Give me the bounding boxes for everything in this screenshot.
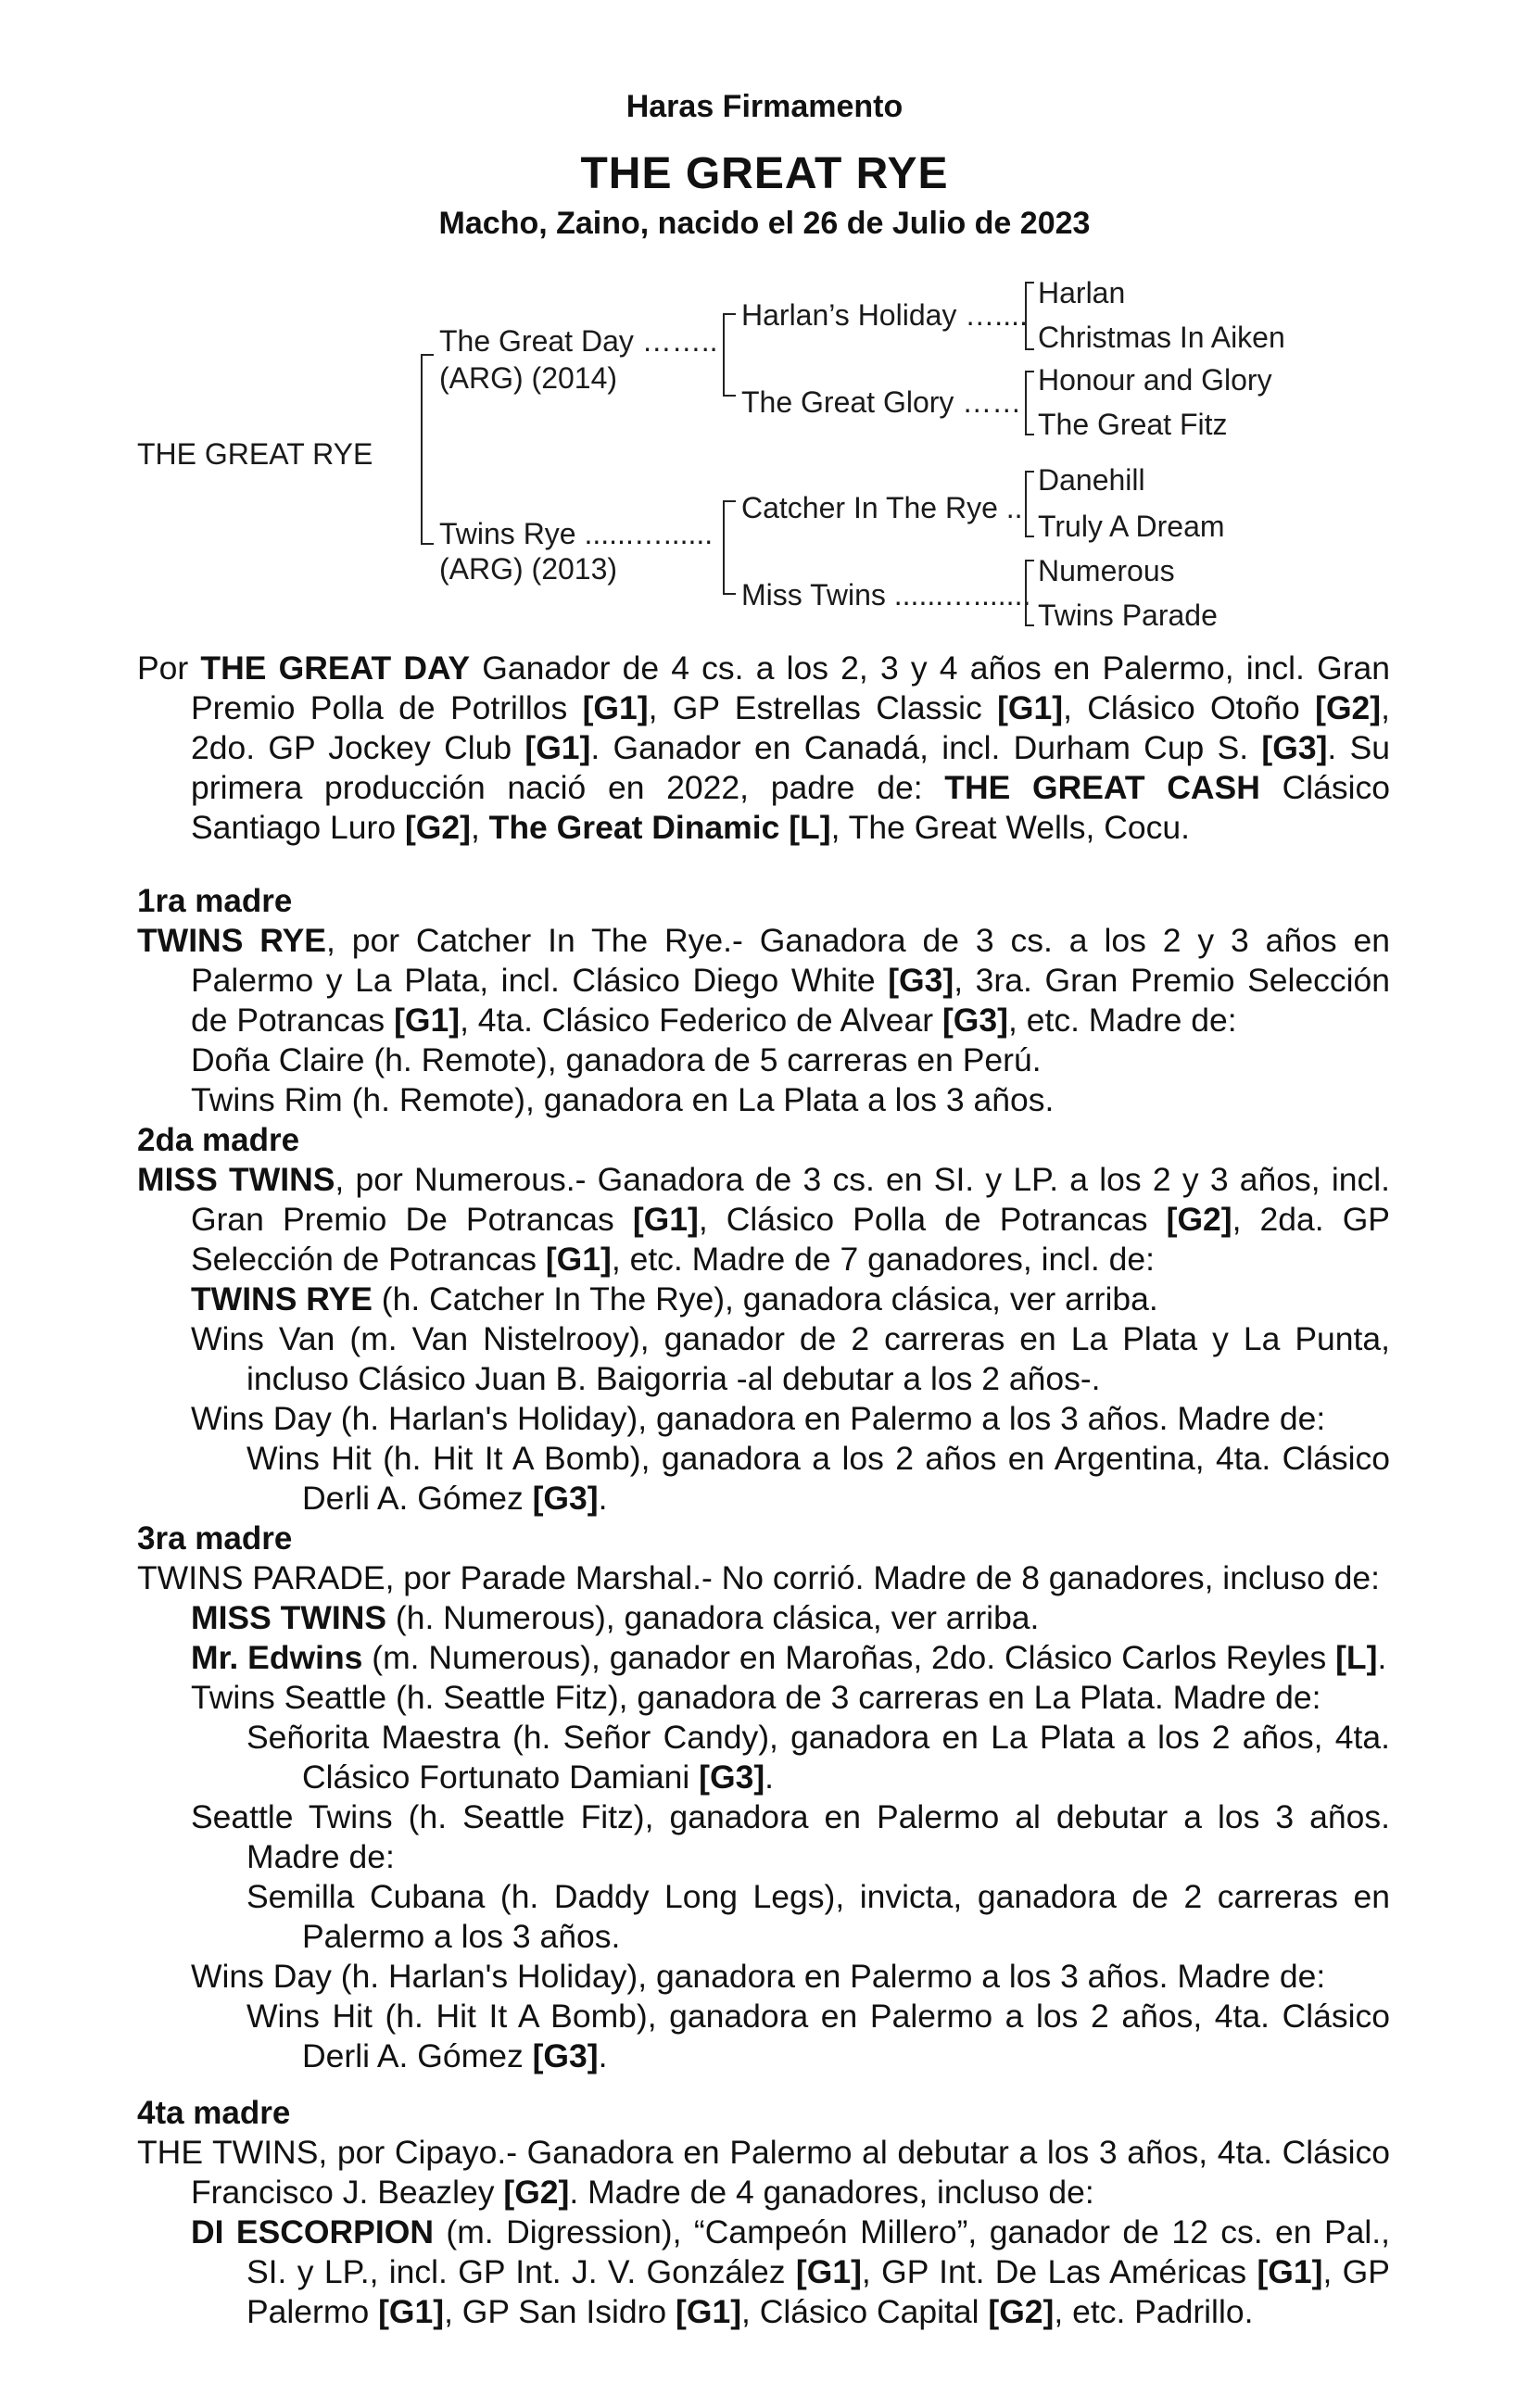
pedigree-dam-dam: Miss Twins ......…....... [741, 578, 1031, 611]
bracket-ds [1025, 471, 1027, 537]
second-dam-paragraph: MISS TWINS, por Numerous.- Ganadora de 3 cs. en SI. y LP. a los 2 y 3 años, incl. Gran Premio De Potrancas [G1], Clásico Polla de Potrancas [G2], 2da. GP Selección de Potrancas [G1], etc. Madre de 7 ganadores, incl. de: [137, 1161, 1390, 1278]
bracket-ss [1025, 282, 1027, 350]
third-dam-paragraph: TWINS PARADE, por Parade Marshal.- No corrió. Madre de 8 ganadores, incluso de: [137, 1559, 1381, 1596]
heading-second-dam: 2da madre [137, 1122, 300, 1158]
third-dam-grandproduce-1: Señorita Maestra (h. Señor Candy), ganadora en La Plata a los 2 años, 4ta. Clásico Fortunato Damiani [G3]. [246, 1719, 1390, 1796]
pedigree-ggp-2: Christmas In Aiken [1038, 321, 1285, 354]
pedigree-ggp-5: Danehill [1038, 463, 1145, 497]
third-dam-produce-1: MISS TWINS (h. Numerous), ganadora clásica, ver arriba. [191, 1599, 1040, 1636]
second-dam-produce-3: Wins Day (h. Harlan's Holiday), ganadora en Palermo a los 3 años. Madre de: [191, 1400, 1326, 1437]
third-dam-produce-4: Seattle Twins (h. Seattle Fitz), ganadora en Palermo al debutar a los 3 años. Madre de: [191, 1798, 1390, 1875]
bracket-sd [1025, 371, 1027, 435]
first-dam-paragraph: TWINS RYE, por Catcher In The Rye.- Ganadora de 3 cs. a los 2 y 3 años en Palermo y La Plata, incl. Clásico Diego White [G3], 3ra. Gran Premio Selección de Potrancas [G1], 4ta. Clásico Federico de Alvear [G3], etc. Madre de: [137, 922, 1390, 1039]
pedigree-sire-dam: The Great Glory …… [741, 385, 1022, 419]
third-dam-grandproduce-2: Semilla Cubana (h. Daddy Long Legs), invicta, ganadora de 2 carreras en Palermo a los 3 años. [246, 1878, 1390, 1955]
fourth-dam-produce-1: DI ESCORPION (m. Digression), “Campeón Millero”, ganador de 12 cs. en Pal., SI. y LP., incl. GP Int. J. V. González [G1], GP Int. De Las Américas [G1], GP Palermo [G1], GP San Isidro [G1], Clásico Capital [G2], etc. Padrillo. [191, 2213, 1390, 2330]
third-dam-produce-5: Wins Day (h. Harlan's Holiday), ganadora en Palermo a los 3 años. Madre de: [191, 1958, 1326, 1995]
pedigree-ggp-8: Twins Parade [1038, 599, 1218, 632]
sire-paragraph: Por THE GREAT DAY Ganador de 4 cs. a los 2, 3 y 4 años en Palermo, incl. Gran Premio Polla de Potrillos [G1], GP Estrellas Classic [G1], Clásico Otoño [G2], 2do. GP Jockey Club [G1]. Ganador en Canadá, incl. Durham Cup S. [G3]. Su primera producción nació en 2022, padre de: THE GREAT CASH Clásico Santiago Luro [G2], The Great Dinamic [L], The Great Wells, Cocu. [137, 649, 1390, 846]
third-dam-produce-3: Twins Seattle (h. Seattle Fitz), ganadora de 3 carreras en La Plata. Madre de: [191, 1679, 1321, 1716]
pedigree-dam: Twins Rye ......…...... [439, 517, 714, 550]
catalogue-body [137, 649, 1390, 2332]
bracket-dam [723, 500, 725, 595]
horse-title: THE GREAT RYE [580, 149, 949, 198]
first-dam-produce-1: Doña Claire (h. Remote), ganadora de 5 carreras en Perú. [191, 1041, 1042, 1078]
pedigree-subject: THE GREAT RYE [137, 437, 373, 471]
pedigree-ggp-3: Honour and Glory [1038, 363, 1272, 397]
fourth-dam-paragraph: THE TWINS, por Cipayo.- Ganadora en Palermo al debutar a los 3 años, 4ta. Clásico Francisco J. Beazley [G2]. Madre de 4 ganadores, incluso de: [137, 2134, 1390, 2211]
bracket-dd [1025, 560, 1027, 626]
pedigree-ggp-1: Harlan [1038, 276, 1126, 309]
bracket-sire [723, 313, 725, 397]
third-dam-grandproduce-3: Wins Hit (h. Hit It A Bomb), ganadora en Palermo a los 2 años, 4ta. Clásico Derli A. Gómez [G3]. [246, 1998, 1390, 2074]
second-dam-produce-1: TWINS RYE (h. Catcher In The Rye), ganadora clásica, ver arriba. [191, 1280, 1158, 1317]
first-dam-produce-2: Twins Rim (h. Remote), ganadora en La Plata a los 3 años. [191, 1081, 1055, 1118]
second-dam-grandproduce-1: Wins Hit (h. Hit It A Bomb), ganadora a los 2 años en Argentina, 4ta. Clásico Derli A. Gómez [G3]. [246, 1440, 1390, 1517]
pedigree-dam-origin: (ARG) (2013) [439, 552, 618, 586]
heading-first-dam: 1ra madre [137, 883, 293, 919]
stud-name: Haras Firmamento [626, 89, 904, 124]
third-dam-produce-2: Mr. Edwins (m. Numerous), ganador en Maroñas, 2do. Clásico Carlos Reyles [L]. [191, 1639, 1387, 1676]
pedigree-ggp-6: Truly A Dream [1038, 510, 1225, 543]
pedigree-ggp-4: The Great Fitz [1038, 408, 1228, 441]
pedigree-sire-sire: Harlan’s Holiday ….... [741, 298, 1028, 332]
horse-description: Macho, Zaino, nacido el 26 de Julio de 2023 [438, 206, 1091, 241]
heading-third-dam: 3ra madre [137, 1520, 293, 1557]
pedigree-sire-origin: (ARG) (2014) [439, 361, 618, 395]
heading-fourth-dam: 4ta madre [137, 2095, 291, 2131]
bracket-subject [421, 354, 423, 545]
pedigree-dam-sire: Catcher In The Rye .. [741, 491, 1023, 524]
pedigree-sire: The Great Day …….. [439, 324, 718, 358]
pedigree-ggp-7: Numerous [1038, 554, 1175, 587]
second-dam-produce-2: Wins Van (m. Van Nistelrooy), ganador de 2 carreras en La Plata y La Punta, incluso Clásico Juan B. Baigorria -al debutar a los 2 años-. [191, 1320, 1390, 1397]
